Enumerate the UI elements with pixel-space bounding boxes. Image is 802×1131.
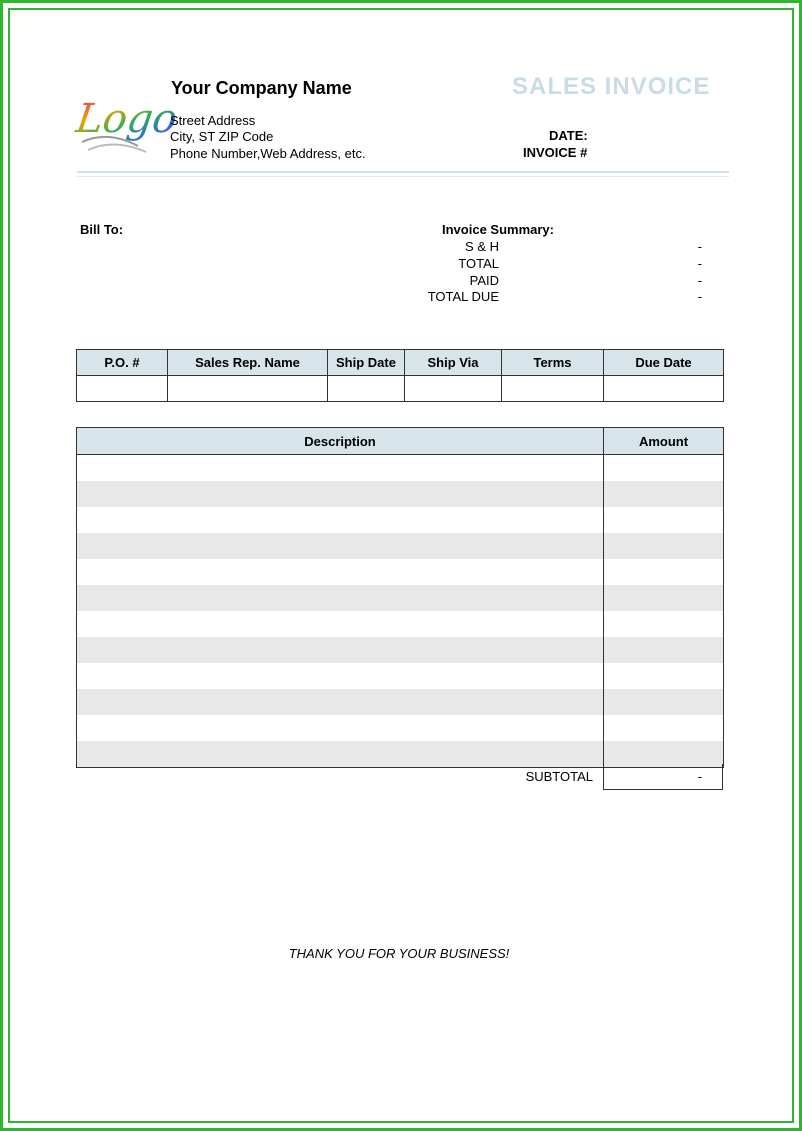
subtotal-label: SUBTOTAL	[525, 769, 593, 784]
description-cell[interactable]	[77, 455, 604, 482]
order-info-table	[76, 349, 724, 402]
table-row	[77, 637, 724, 663]
header-divider	[77, 171, 729, 173]
amount-cell[interactable]	[604, 663, 724, 689]
order-info-row	[77, 376, 724, 402]
cell-sales-rep[interactable]	[168, 376, 328, 402]
table-row	[77, 715, 724, 741]
header-amount: Amount	[604, 428, 724, 455]
header-divider-thin	[77, 176, 729, 177]
invoice-number-label: INVOICE #	[523, 145, 588, 160]
cell-ship-date[interactable]	[328, 376, 405, 402]
svg-text:Logo: Logo	[73, 96, 181, 142]
table-row	[77, 611, 724, 637]
table-row	[77, 663, 724, 689]
description-cell[interactable]	[77, 663, 604, 689]
summary-title: Invoice Summary:	[442, 222, 554, 237]
company-street: Street Address	[170, 113, 256, 128]
table-row	[77, 689, 724, 715]
thank-you-message: THANK YOU FOR YOUR BUSINESS!	[288, 946, 510, 961]
description-cell[interactable]	[77, 637, 604, 663]
company-name: Your Company Name	[171, 78, 352, 98]
line-items-table	[76, 427, 724, 768]
items-header-row	[77, 428, 724, 455]
subtotal-value: -	[697, 769, 702, 784]
cell-terms[interactable]	[502, 376, 604, 402]
table-row	[77, 507, 724, 533]
cell-due-date[interactable]	[604, 376, 724, 402]
company-contact: Phone Number,Web Address, etc.	[170, 146, 366, 161]
bill-to-label: Bill To:	[80, 222, 124, 237]
table-row	[77, 585, 724, 611]
description-cell[interactable]	[77, 481, 604, 507]
amount-cell[interactable]	[604, 559, 724, 585]
summary-value-total-due: -	[697, 289, 702, 304]
description-cell[interactable]	[77, 559, 604, 585]
amount-cell[interactable]	[604, 481, 724, 507]
cell-po[interactable]	[77, 376, 168, 402]
summary-label-total: TOTAL	[458, 256, 499, 271]
company-city: City, ST ZIP Code	[170, 129, 274, 144]
amount-cell[interactable]	[604, 533, 724, 559]
table-row	[77, 481, 724, 507]
amount-cell[interactable]	[604, 689, 724, 715]
table-row	[77, 559, 724, 585]
description-cell[interactable]	[77, 741, 604, 768]
summary-label-sh: S & H	[465, 239, 499, 254]
description-cell[interactable]	[77, 689, 604, 715]
summary-label-total-due: TOTAL DUE	[427, 289, 499, 304]
description-cell[interactable]	[77, 715, 604, 741]
summary-label-paid: PAID	[469, 273, 499, 288]
description-cell[interactable]	[77, 611, 604, 637]
header-terms: Terms	[502, 350, 604, 376]
summary-value-sh: -	[697, 239, 702, 254]
amount-cell[interactable]	[604, 507, 724, 533]
header-description: Description	[77, 428, 604, 455]
description-cell[interactable]	[77, 507, 604, 533]
header-sales-rep: Sales Rep. Name	[168, 350, 328, 376]
amount-cell[interactable]	[604, 637, 724, 663]
description-cell[interactable]	[77, 533, 604, 559]
table-row	[77, 455, 724, 482]
header-po: P.O. #	[77, 350, 168, 376]
description-cell[interactable]	[77, 585, 604, 611]
table-row	[77, 533, 724, 559]
amount-cell[interactable]	[604, 455, 724, 482]
order-info-header-row	[77, 350, 724, 376]
document-title: SALES INVOICE	[512, 73, 711, 100]
summary-value-total: -	[697, 256, 702, 271]
cell-ship-via[interactable]	[405, 376, 502, 402]
amount-cell[interactable]	[604, 715, 724, 741]
date-label: DATE:	[549, 128, 588, 143]
company-logo	[73, 80, 181, 160]
header-due-date: Due Date	[604, 350, 724, 376]
header-ship-via: Ship Via	[405, 350, 502, 376]
amount-cell[interactable]	[604, 585, 724, 611]
summary-value-paid: -	[697, 273, 702, 288]
amount-cell[interactable]	[604, 611, 724, 637]
header-ship-date: Ship Date	[328, 350, 405, 376]
